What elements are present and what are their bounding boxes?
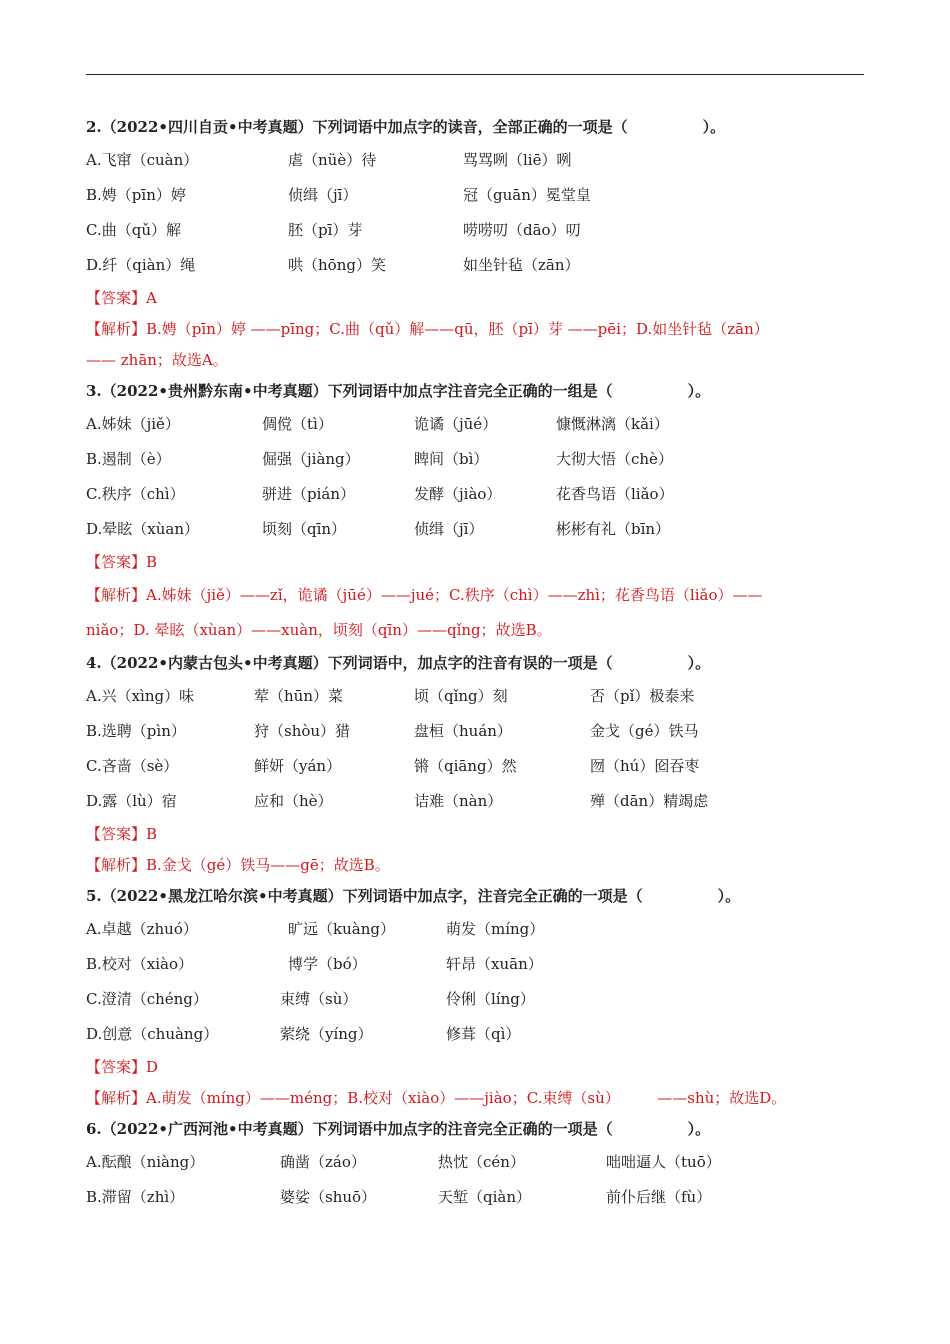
option-row (86, 213, 864, 248)
answer: 【答案】D (86, 1058, 159, 1076)
option-cell: A.飞窜（cuàn） (86, 151, 199, 169)
option-cell: C.曲（qǔ）解 (86, 221, 181, 239)
option-row (86, 248, 864, 283)
explanation-line: 【解析】B.金戈（gé）铁马——gē；故选B。 (86, 856, 390, 874)
option-row (86, 714, 864, 749)
question-title: 4.（2022•内蒙古包头•中考真题）下列词语中，加点字的注音有误的一项是（ ）。 (86, 654, 711, 672)
option-cell: 伶俐（líng） (446, 990, 535, 1008)
option-cell: 应和（hè） (254, 792, 333, 810)
option-cell: 前仆后继（fù） (606, 1188, 712, 1206)
option-cell: 否（pǐ）极泰来 (590, 687, 695, 705)
option-cell: D.创意（chuàng） (86, 1025, 219, 1043)
option-row (86, 982, 864, 1017)
option-cell: A.酝酿（niàng） (86, 1153, 205, 1171)
option-cell: 顷刻（qīn） (262, 520, 347, 538)
option-cell: 热忱（cén） (438, 1153, 525, 1171)
option-cell: 花香鸟语（liǎo） (556, 485, 674, 503)
option-cell: 诡谲（jūé） (414, 415, 498, 433)
option-cell: 唠唠叨（dāo）叨 (463, 221, 581, 239)
option-cell: 哄（hōng）笑 (288, 256, 386, 274)
option-cell: D.纤（qiàn）绳 (86, 256, 196, 274)
question-title: 2.（2022•四川自贡•中考真题）下列词语中加点字的读音，全部正确的一项是（ ）。 (86, 118, 726, 136)
option-cell: 确凿（záo） (280, 1153, 366, 1171)
option-cell: B.遏制（è） (86, 450, 171, 468)
option-row (86, 442, 864, 477)
option-cell: 萌发（míng） (446, 920, 545, 938)
option-cell: 锵（qiāng）然 (414, 757, 517, 775)
option-row (86, 679, 864, 714)
option-row (86, 477, 864, 512)
option-cell: 如坐针毡（zān） (463, 256, 580, 274)
option-row (86, 512, 864, 547)
header-rule (86, 74, 864, 75)
option-cell: 咄咄逼人（tuō） (606, 1153, 721, 1171)
option-row (86, 784, 864, 819)
option-cell: C.吝啬（sè） (86, 757, 179, 775)
option-cell: C.秩序（chì） (86, 485, 185, 503)
question-title: 6.（2022•广西河池•中考真题）下列词语中加点字的注音完全正确的一项是（ ）。 (86, 1120, 711, 1138)
option-cell: 虐（nüè）待 (288, 151, 377, 169)
option-cell: 修葺（qì） (446, 1025, 521, 1043)
option-cell: 冠（guān）冕堂皇 (463, 186, 591, 204)
explanation-line: 【解析】B.娉（pīn）婷 ——pīng；C.曲（qǔ）解——qū，胚（pī）芽 ——pēi；D.如坐针毡（zān） (86, 320, 769, 338)
explanation-line: 【解析】A.萌发（míng）——méng；B.校对（xiào）——jiào；C.束缚（sù） ——shù；故选D。 (86, 1089, 787, 1107)
option-row (86, 1145, 864, 1180)
option-row (86, 407, 864, 442)
option-cell: D.露（lù）宿 (86, 792, 177, 810)
explanation-line: —— zhān；故选A。 (86, 351, 228, 369)
option-cell: A.姊妹（jiě） (86, 415, 180, 433)
option-cell: 倔强（jiàng） (262, 450, 360, 468)
option-cell: 萦绕（yíng） (280, 1025, 373, 1043)
option-cell: 骈进（pián） (262, 485, 356, 503)
option-cell: 婆娑（shuō） (280, 1188, 377, 1206)
option-cell: 轩昂（xuān） (446, 955, 543, 973)
option-row (86, 178, 864, 213)
option-cell: 束缚（sù） (280, 990, 358, 1008)
option-cell: A.卓越（zhuó） (86, 920, 198, 938)
option-cell: 胚（pī）芽 (288, 221, 363, 239)
option-cell: 囫（hú）囵吞枣 (590, 757, 700, 775)
option-row (86, 1180, 864, 1215)
option-cell: 诘难（nàn） (414, 792, 503, 810)
option-cell: 鲜妍（yán） (254, 757, 342, 775)
option-cell: 天堑（qiàn） (438, 1188, 532, 1206)
answer: 【答案】B (86, 825, 158, 843)
option-cell: 侦缉（jī） (414, 520, 484, 538)
option-cell: 骂骂咧（liē）咧 (463, 151, 572, 169)
option-cell: B.选聘（pìn） (86, 722, 186, 740)
answer: 【答案】A (86, 289, 157, 307)
question-title: 3.（2022•贵州黔东南•中考真题）下列词语中加点字注音完全正确的一组是（ ）。 (86, 382, 711, 400)
question-title: 5.（2022•黑龙江哈尔滨•中考真题）下列词语中加点字，注音完全正确的一项是（ ）。 (86, 887, 741, 905)
option-row (86, 1017, 864, 1052)
option-cell: 大彻大悟（chè） (556, 450, 673, 468)
option-cell: 殚（dān）精竭虑 (590, 792, 709, 810)
option-cell: 金戈（gé）铁马 (590, 722, 699, 740)
option-cell: B.滞留（zhì） (86, 1188, 185, 1206)
option-cell: 发酵（jiào） (414, 485, 502, 503)
option-row (86, 947, 864, 982)
option-cell: A.兴（xìng）味 (86, 687, 195, 705)
explanation-line: niǎo；D. 晕眩（xùan）——xuàn，顷刻（qīn）——qǐng；故选B。 (86, 621, 552, 639)
option-cell: 倜傥（tì） (262, 415, 333, 433)
option-cell: 彬彬有礼（bīn） (556, 520, 671, 538)
option-cell: C.澄清（chéng） (86, 990, 208, 1008)
option-row (86, 912, 864, 947)
option-cell: 博学（bó） (288, 955, 367, 973)
option-cell: B.校对（xiào） (86, 955, 194, 973)
option-cell: 慷慨淋漓（kǎi） (556, 415, 669, 433)
option-cell: 狩（shòu）猎 (254, 722, 351, 740)
explanation-line: 【解析】A.姊妹（jiě）——zǐ，诡谲（jūé）——jué；C.秩序（chì）——zhì；花香鸟语（liǎo）—— (86, 586, 763, 604)
option-cell: 旷远（kuàng） (288, 920, 395, 938)
option-cell: 盘桓（huán） (414, 722, 512, 740)
option-cell: D.晕眩（xùan） (86, 520, 199, 538)
option-row (86, 749, 864, 784)
option-row (86, 143, 864, 178)
option-cell: B.娉（pīn）婷 (86, 186, 186, 204)
option-cell: 顷（qǐng）刻 (414, 687, 508, 705)
option-cell: 荤（hūn）菜 (254, 687, 343, 705)
answer: 【答案】B (86, 553, 158, 571)
option-cell: 侦缉（jī） (288, 186, 358, 204)
option-cell: 睥间（bì） (414, 450, 489, 468)
document-body (86, 112, 864, 1215)
